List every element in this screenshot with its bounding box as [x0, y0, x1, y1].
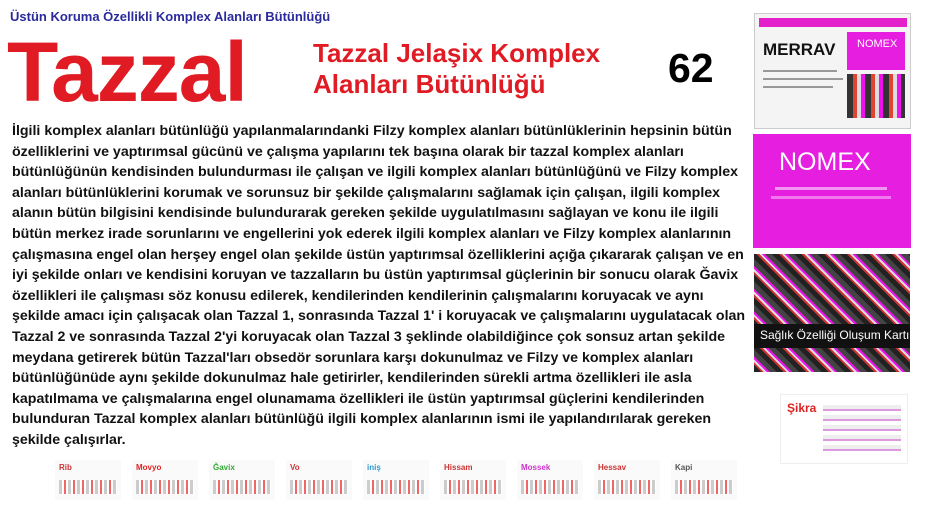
thumbnail — [594, 460, 660, 500]
thumbnail — [55, 460, 121, 500]
text-line — [763, 86, 833, 88]
text-line — [775, 187, 887, 190]
sikra-title: Şikra — [787, 401, 817, 415]
thumbnail — [363, 460, 429, 500]
thumbnail-content — [598, 480, 656, 494]
thumbnail-label: Movyo — [136, 463, 162, 472]
thumbnail-content — [136, 480, 194, 494]
nomex-card — [753, 134, 911, 248]
sikra-card — [780, 394, 908, 464]
thumbnail — [440, 460, 506, 500]
thumbnail-content — [367, 480, 425, 494]
header-strip — [759, 18, 907, 27]
merrav-title: MERRAV — [763, 40, 836, 59]
thumbnail-label: Kapi — [675, 463, 693, 472]
thumbnail-content — [59, 480, 117, 494]
page-heading: Tazzal Jelaşix Komplex Alanları Bütünlüğü — [313, 38, 601, 100]
merrav-card — [754, 13, 911, 129]
thumbnail-label: Hissam — [444, 463, 473, 472]
thumbnail-label: Hessav — [598, 463, 627, 472]
nomex-badge — [847, 32, 905, 70]
thumbnail-label: Vo — [290, 463, 300, 472]
nomex-title: NOMEX — [779, 148, 871, 176]
body-paragraph: İlgili komplex alanları bütünlüğü yapılanmalarındanki Filzy komplex alanları bütünlüklerinin hepsinin bütün özelliklerini ve yaptırımsal gücünü ve çalışma yapılarını tek başına olarak bir tazzal komplex alanları bütünlüğünün kendisinden bulundurması ile çalışan ve ilgili komplex alanları bütünlüğünü ve Filzy komplex alanları bütünlüklerini korumak ve sorunsuz bir şekilde çalışmalarını sağlamak için çalışan, ilgili komplex alanın bütün bilgisini kendisinde bulundurarak gereken şekilde uygulatılmasını sağlayan ve konu ile ilgili bütün merkez irade sorunlarını ve engellerini yok ederek ilgili komplex alanları ve Filzy komplex alanlarının çalışmasına engel olan herşey engel olan şekilde üstün yaptırımsal özelliklerini açığa çıkararak çalışan ve en iyi şekilde onları ve kendisini koruyan ve tazzalların bu üstün yaptırımsal güçlerinin bir sonucu olarak Ğavix özellikleri ile çalışması söz konusu edilerek, kendilerinden kendilerinin çalışmalarını koruyacak ve aynı şekilde amacı için çalışacak olan Tazzal 1, sonrasında Tazzal 1' i koruyacak ve çalışmalarını uygulatacak olan Tazzal 2 ve sonrasında Tazzal 2'yi koruyacak olan Tazzal 3 şeklinde olabildiğince çok sonsuz artan şekilde meydana getirerek bütün Tazzal'ları obsedör sorunlara karşı dokunulmaz ve Filzy ve komplex alanları bütünlüğünüde aynı şekilde dokunulmaz hale getirirler, kendilerinden sürekli artma özellikleri ile asla kapatılmama ve çalışmalarına engel olunamama özellikleri ile üstün yaptırımsal güçlerini kendilerinden bulunduran Tazzal komplex alanları bütünlüğü ilgili komplex alanlarının ismi ile yapılandırılarak gereken şekilde çalışırlar. — [12, 123, 746, 448]
thumbnail-label: iniş — [367, 463, 381, 472]
thumbnail-content — [444, 480, 502, 494]
thumbnail — [286, 460, 352, 500]
thumbnail — [517, 460, 583, 500]
thumbnail-content — [521, 480, 579, 494]
saglik-card — [754, 254, 910, 372]
text-line — [771, 196, 891, 199]
thumbnail-label: Rib — [59, 463, 72, 472]
thumbnail-content — [675, 480, 733, 494]
sikra-chart — [823, 401, 901, 455]
thumbnail — [132, 460, 198, 500]
thumbnail-strip — [55, 460, 735, 502]
text-line — [763, 70, 837, 72]
top-title: Üstün Koruma Özellikli Komplex Alanları Bütünlüğü — [10, 9, 331, 24]
thumbnail-label: Ğavix — [213, 463, 235, 472]
saglik-caption: Sağlık Özelliği Oluşum Kartı — [760, 328, 910, 342]
thumbnail-content — [213, 480, 271, 494]
thumbnail — [671, 460, 737, 500]
thumbnail-collage — [847, 74, 905, 118]
tazzal-logo: Tazzal — [7, 25, 247, 119]
nomex-badge-label: NOMEX — [857, 38, 898, 50]
text-line — [763, 78, 843, 80]
thumbnail — [209, 460, 275, 500]
thumbnail-label: Mossek — [521, 463, 551, 472]
page-number: 62 — [668, 45, 714, 91]
thumbnail-content — [290, 480, 348, 494]
